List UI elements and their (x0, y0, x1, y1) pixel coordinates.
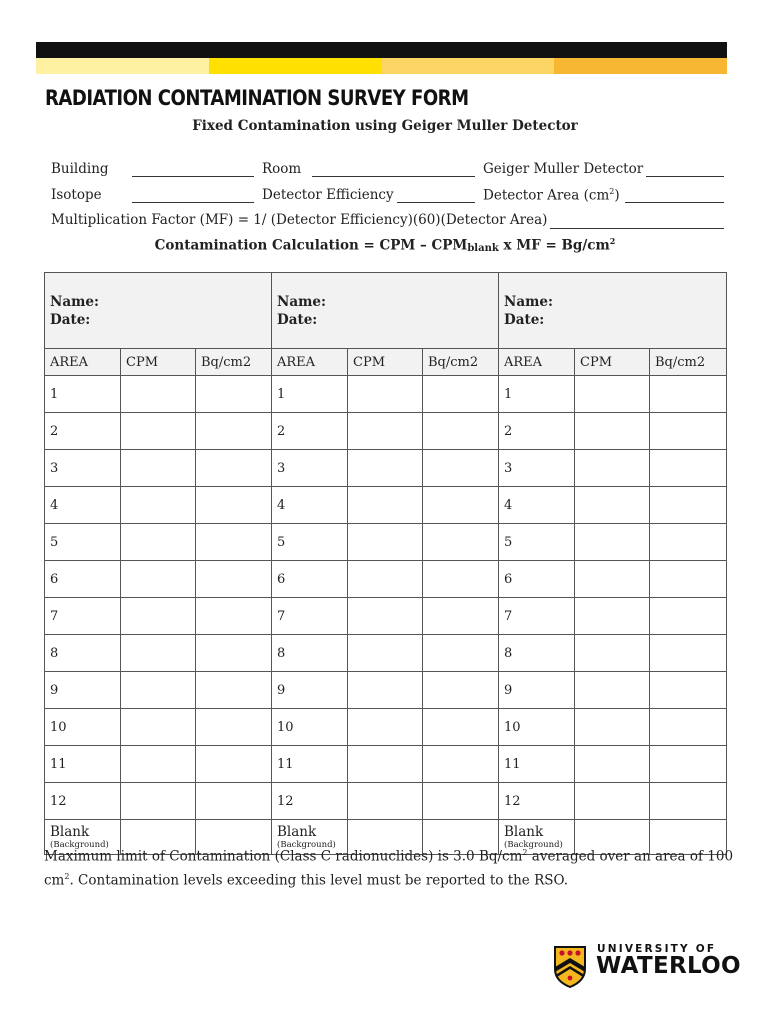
bq-cell[interactable] (423, 524, 499, 561)
isotope-label: Isotope (51, 187, 102, 203)
bq-cell[interactable] (650, 598, 727, 635)
col-header-cpm: CPM (348, 349, 423, 376)
col-header-area: AREA (272, 349, 348, 376)
cpm-cell[interactable] (348, 672, 423, 709)
bq-cell[interactable] (196, 709, 272, 746)
area-cell: 12 (45, 783, 121, 820)
date-label: Date: (277, 311, 318, 328)
col-header-bq: Bq/cm2 (650, 349, 727, 376)
cpm-cell[interactable] (575, 413, 650, 450)
bq-cell[interactable] (423, 709, 499, 746)
cpm-cell[interactable] (575, 487, 650, 524)
bq-cell[interactable] (423, 487, 499, 524)
calc-suffix: x MF = Bg/cm (498, 237, 610, 254)
cpm-cell[interactable] (348, 598, 423, 635)
survey-block-header[interactable] (499, 273, 727, 349)
area-label-sup: 2 (609, 187, 615, 196)
bq-cell[interactable] (423, 376, 499, 413)
university-logo (553, 943, 741, 993)
cpm-cell[interactable] (575, 524, 650, 561)
area-cell: 4 (272, 487, 348, 524)
note-sup-2: 2 (64, 871, 70, 881)
logo-text-university: UNIVERSITY OF (597, 943, 717, 955)
name-label: Name: (50, 293, 99, 310)
bq-cell[interactable] (423, 746, 499, 783)
room-label: Room (262, 161, 302, 177)
room-field[interactable] (312, 176, 475, 177)
cpm-cell[interactable] (121, 376, 196, 413)
header-band-colors (36, 58, 727, 74)
bq-cell[interactable] (196, 598, 272, 635)
bq-cell[interactable] (650, 376, 727, 413)
table-row (45, 413, 727, 450)
area-cell: 6 (499, 561, 575, 598)
survey-block-header[interactable] (45, 273, 272, 349)
note-text-3: . Contamination levels exceeding this level must be reported to the RSO. (69, 872, 569, 888)
bq-cell[interactable] (423, 783, 499, 820)
name-label: Name: (504, 293, 553, 310)
area-cell: 10 (499, 709, 575, 746)
efficiency-field[interactable] (397, 202, 475, 203)
header-band-black (36, 42, 727, 58)
table-row (45, 598, 727, 635)
col-header-cpm: CPM (121, 349, 196, 376)
cpm-cell[interactable] (348, 487, 423, 524)
col-header-area: AREA (499, 349, 575, 376)
table-row (45, 561, 727, 598)
table-row (45, 709, 727, 746)
table-row (45, 376, 727, 413)
area-cell: 8 (499, 635, 575, 672)
area-cell: 7 (45, 598, 121, 635)
area-cell: 2 (45, 413, 121, 450)
area-cell: 5 (272, 524, 348, 561)
area-cell: 9 (499, 672, 575, 709)
area-label-close: ) (614, 187, 620, 204)
date-label: Date: (50, 311, 91, 328)
bq-cell[interactable] (423, 598, 499, 635)
area-cell: 9 (272, 672, 348, 709)
area-cell: 7 (272, 598, 348, 635)
bq-cell[interactable] (650, 561, 727, 598)
cpm-cell[interactable] (575, 783, 650, 820)
bq-cell[interactable] (196, 672, 272, 709)
cpm-cell[interactable] (348, 524, 423, 561)
band-segment (36, 58, 209, 74)
shield-icon (553, 945, 587, 989)
cpm-cell[interactable] (348, 635, 423, 672)
bq-cell[interactable] (196, 783, 272, 820)
bq-cell[interactable] (423, 672, 499, 709)
note-text-2: averaged over an area of 100 cm (44, 848, 734, 888)
detector-field[interactable] (646, 176, 724, 177)
survey-table (44, 272, 727, 855)
building-label: Building (51, 161, 109, 177)
area-cell: 7 (499, 598, 575, 635)
area-cell: 8 (45, 635, 121, 672)
bq-cell[interactable] (423, 561, 499, 598)
blank-sublabel: (Background) (504, 839, 563, 850)
blank-label: Blank (504, 823, 544, 840)
area-cell: 11 (499, 746, 575, 783)
area-cell: 2 (499, 413, 575, 450)
cpm-cell[interactable] (121, 413, 196, 450)
column-header-row (45, 349, 727, 376)
cpm-cell[interactable] (575, 450, 650, 487)
form-title: RADIATION CONTAMINATION SURVEY FORM (45, 86, 469, 110)
mf-field[interactable] (550, 228, 724, 229)
area-cell: 6 (45, 561, 121, 598)
bq-cell[interactable] (423, 635, 499, 672)
band-segment (554, 58, 727, 74)
mf-label: Multiplication Factor (MF) = 1/ (Detector Efficiency)(60)(Detector Area) (51, 212, 548, 228)
cpm-cell[interactable] (121, 746, 196, 783)
area-cell: 1 (45, 376, 121, 413)
area-cell: 6 (272, 561, 348, 598)
bq-cell[interactable] (650, 672, 727, 709)
name-date-row (45, 273, 727, 349)
area-cell: 3 (45, 450, 121, 487)
table-row (45, 450, 727, 487)
area-label-text: Detector Area (cm (483, 187, 610, 204)
cpm-cell[interactable] (575, 561, 650, 598)
cpm-cell[interactable] (121, 561, 196, 598)
cpm-cell[interactable] (575, 709, 650, 746)
note-sup-1: 2 (522, 848, 528, 857)
table-row (45, 524, 727, 561)
col-header-area: AREA (45, 349, 121, 376)
area-cell: 5 (45, 524, 121, 561)
bq-cell[interactable] (650, 524, 727, 561)
col-header-bq: Bq/cm2 (423, 349, 499, 376)
cpm-cell[interactable] (121, 598, 196, 635)
bq-cell[interactable] (196, 487, 272, 524)
isotope-field[interactable] (132, 202, 254, 203)
table-row (45, 487, 727, 524)
bq-cell[interactable] (196, 561, 272, 598)
building-field[interactable] (132, 176, 254, 177)
area-cell: 2 (272, 413, 348, 450)
cpm-cell[interactable] (575, 746, 650, 783)
name-label: Name: (277, 293, 326, 310)
bq-cell[interactable] (423, 413, 499, 450)
cpm-cell[interactable] (348, 413, 423, 450)
cpm-cell[interactable] (121, 450, 196, 487)
bq-cell[interactable] (650, 783, 727, 820)
col-header-cpm: CPM (575, 349, 650, 376)
area-cell: 10 (272, 709, 348, 746)
area-label (483, 187, 620, 204)
cpm-cell[interactable] (575, 376, 650, 413)
area-cell: 11 (45, 746, 121, 783)
cpm-cell[interactable] (575, 598, 650, 635)
band-segment (209, 58, 382, 74)
area-cell: 5 (499, 524, 575, 561)
cpm-cell[interactable] (575, 672, 650, 709)
bq-cell[interactable] (650, 450, 727, 487)
area-cell: 1 (499, 376, 575, 413)
calculation-formula (0, 236, 770, 254)
blank-sublabel: (Background) (277, 839, 336, 850)
bq-cell[interactable] (196, 413, 272, 450)
area-field[interactable] (625, 202, 724, 203)
bq-cell[interactable] (650, 487, 727, 524)
cpm-cell[interactable] (575, 635, 650, 672)
cpm-cell[interactable] (121, 783, 196, 820)
bq-cell[interactable] (423, 450, 499, 487)
cpm-cell[interactable] (348, 376, 423, 413)
cpm-cell[interactable] (348, 783, 423, 820)
bq-cell[interactable] (196, 376, 272, 413)
calc-sup: 2 (609, 236, 616, 246)
cpm-cell[interactable] (121, 709, 196, 746)
area-cell: 9 (45, 672, 121, 709)
table-row (45, 635, 727, 672)
form-subtitle: Fixed Contamination using Geiger Muller Detector (192, 118, 578, 134)
cpm-cell[interactable] (121, 672, 196, 709)
area-cell: 12 (499, 783, 575, 820)
date-label: Date: (504, 311, 545, 328)
area-cell: 1 (272, 376, 348, 413)
area-cell: 8 (272, 635, 348, 672)
cpm-cell[interactable] (121, 524, 196, 561)
bq-cell[interactable] (650, 413, 727, 450)
table-row (45, 672, 727, 709)
area-cell: 4 (45, 487, 121, 524)
area-cell: 11 (272, 746, 348, 783)
contamination-note (44, 843, 734, 890)
bq-cell[interactable] (196, 524, 272, 561)
detector-label: Geiger Muller Detector (483, 161, 644, 177)
bq-cell[interactable] (650, 709, 727, 746)
logo-text-waterloo: WATERLOO (596, 953, 741, 979)
bq-cell[interactable] (650, 746, 727, 783)
cpm-cell[interactable] (121, 487, 196, 524)
note-text-1: Maximum limit of Contamination (Class C radionuclides) is 3.0 Bq/cm (44, 848, 523, 865)
band-segment (382, 58, 555, 74)
cpm-cell[interactable] (348, 709, 423, 746)
cpm-cell[interactable] (348, 746, 423, 783)
bq-cell[interactable] (196, 746, 272, 783)
area-cell: 3 (499, 450, 575, 487)
cpm-cell[interactable] (348, 450, 423, 487)
area-cell: 3 (272, 450, 348, 487)
table-row (45, 746, 727, 783)
bq-cell[interactable] (650, 635, 727, 672)
area-cell: 10 (45, 709, 121, 746)
calc-prefix: Contamination Calculation = CPM – CPM (154, 237, 468, 254)
blank-sublabel: (Background) (50, 839, 109, 850)
area-cell: 4 (499, 487, 575, 524)
table-row (45, 783, 727, 820)
calc-sub: blank (467, 242, 499, 254)
area-cell: 12 (272, 783, 348, 820)
efficiency-label: Detector Efficiency (262, 187, 394, 203)
cpm-cell[interactable] (121, 635, 196, 672)
col-header-bq: Bq/cm2 (196, 349, 272, 376)
blank-label: Blank (277, 823, 317, 840)
bq-cell[interactable] (196, 635, 272, 672)
bq-cell[interactable] (196, 450, 272, 487)
cpm-cell[interactable] (348, 561, 423, 598)
survey-block-header[interactable] (272, 273, 499, 349)
blank-label: Blank (50, 823, 90, 840)
